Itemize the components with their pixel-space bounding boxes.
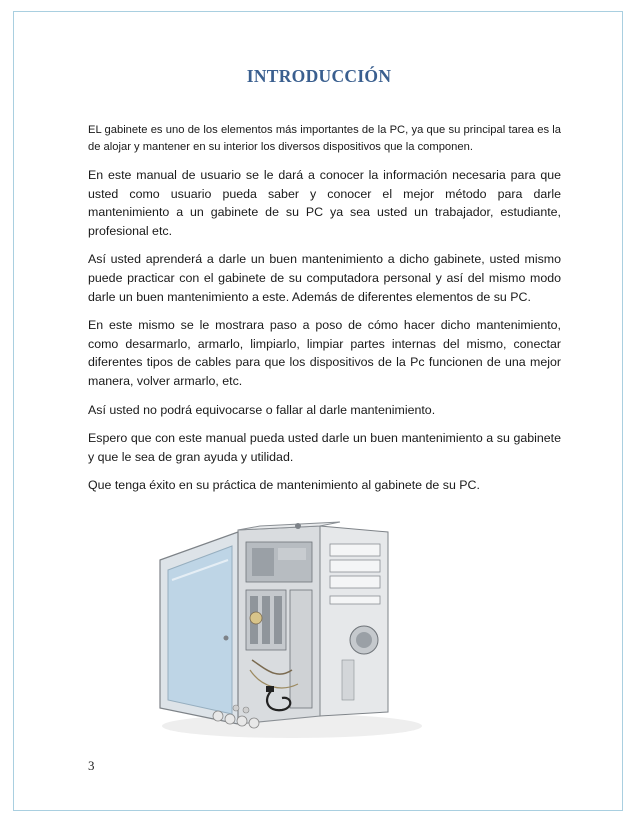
paragraph-manual-purpose: En este manual de usuario se le dará a conocer la información necesaria para que usted como usuario pueda saber y conocer el mejor método para darle mantenimiento a un gabinete de su PC ya sea usted un trabajador, estudiante, profesional etc. <box>88 168 561 238</box>
paragraph-hope: Espero que con este manual pueda usted darle un buen mantenimiento a su gabinete y que le sea de gran ayuda y utilidad. <box>88 431 561 464</box>
paragraph-good-luck: Que tenga éxito en su práctica de mantenimiento al gabinete de su PC. <box>88 478 480 493</box>
paragraph-learning: Así usted aprenderá a darle un buen mantenimiento a dicho gabinete, usted mismo puede practicar con el gabinete de su computadora personal y así del mismo modo darle un buen mantenimiento a este. Además de diferentes elementos de su PC. <box>88 252 561 304</box>
pc-case-illustration <box>142 520 438 744</box>
paragraph-steps: En este mismo se le mostrara paso a poso de cómo hacer dicho mantenimiento, como desarmarlo, armarlo, limpiarlo, limpiar partes internas del mismo, conectar diferentes tipos de cables para que los dispositivos de la Pc funcionen de una mejor manera, volver armarlo, etc. <box>88 318 561 388</box>
page-number: 3 <box>88 758 95 773</box>
body-text <box>88 122 561 505</box>
paragraph-intro: EL gabinete es uno de los elementos más importantes de la PC, ya que su principal tarea es la de alojar y mantener en su interior los diversos dispositivos que la componen. <box>88 124 561 153</box>
page-title: INTRODUCCIÓN <box>246 66 392 86</box>
paragraph-no-mistakes: Así usted no podrá equivocarse o fallar al darle mantenimiento. <box>88 402 436 417</box>
